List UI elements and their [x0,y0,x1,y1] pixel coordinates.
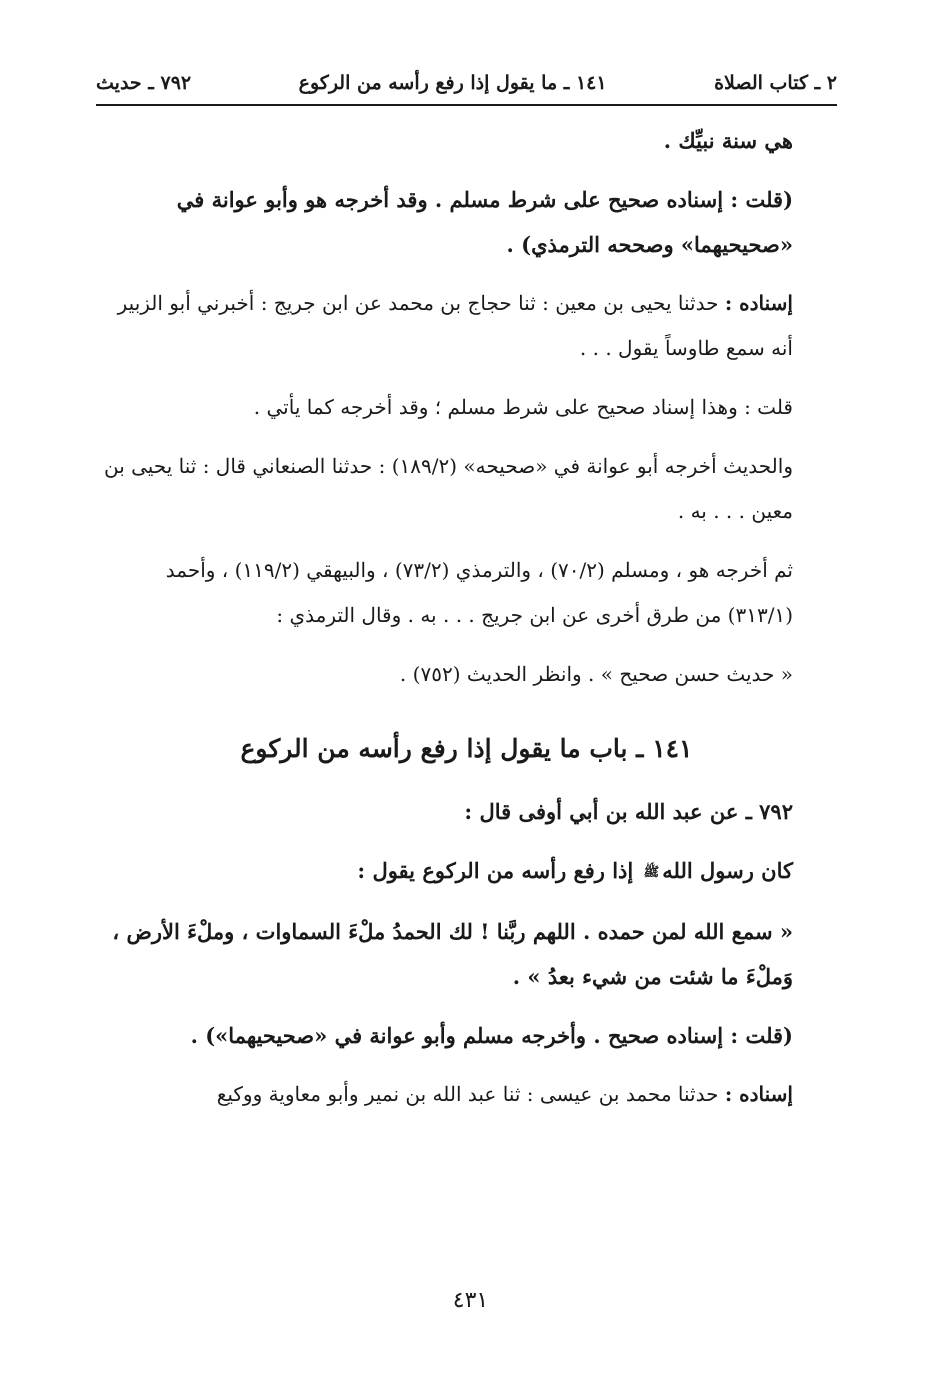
header-divider [96,104,837,106]
paragraph-takhrij-2: ثم أخرجه هو ، ومسلم (٧٠/٢) ، والترمذي (٧٣/٢) ، والبيهقي (١١٩/٢) ، وأحمد (٣١٣/١) من طرق أخرى عن ابن جريج . . . به . وقال الترمذي : [165,558,793,627]
page-body [96,118,837,1117]
paragraph-sunnah: هي سنة نبيِّك . [663,128,793,153]
isnad-label: إسناده : [724,291,793,315]
hadith-context-end: إذا رفع رأسه من الركوع يقول : [357,858,641,883]
hadith-context-start: كان رسول الله [662,858,793,883]
paragraph-grading-1: (قلت : إسناده صحيح على شرط مسلم . وقد أخرجه هو وأبو عوانة في «صحيحيهما» وصححه الترمذي) . [176,187,793,257]
isnad-text: حدثنا يحيى بن معين : ثنا حجاج بن محمد عن ابن جريج : أخبرني أبو الزبير أنه سمع طاوساً يقول . . . [117,291,793,360]
paragraph-isnad-2 [96,1072,837,1117]
hadith-context [96,848,837,895]
paragraph-tirmidhi-quote: « حديث حسن صحيح » . وانظر الحديث (٧٥٢) . [399,662,793,686]
isnad-label-2: إسناده : [724,1082,793,1106]
isnad-text-2: حدثنا محمد بن عيسى : ثنا عبد الله بن نمير وأبو معاوية ووكيع [216,1082,725,1106]
paragraph-note: قلت : وهذا إسناد صحيح على شرط مسلم ؛ وقد أخرجه كما يأتي . [253,395,793,419]
paragraph-isnad-1 [96,281,837,371]
salawat-glyph: ﷺ [643,865,660,880]
paragraph-takhrij-1: والحديث أخرجه أبو عوانة في «صحيحه» (١٨٩/٢) : حدثنا الصنعاني قال : ثنا يحيى بن معين . . . به . [103,454,793,523]
header-book-title: ٢ ـ كتاب الصلاة [714,72,837,94]
chapter-heading: ١٤١ ـ باب ما يقول إذا رفع رأسه من الركوع [240,734,693,763]
hadith-intro: ٧٩٢ ـ عن عبد الله بن أبي أوفى قال : [464,799,793,824]
header-hadith-number: ٧٩٢ ـ حديث [96,72,192,94]
paragraph-grading-2: (قلت : إسناده صحيح . وأخرجه مسلم وأبو عوانة في «صحيحيهما») . [190,1023,793,1048]
header-chapter-title: ١٤١ ـ ما يقول إذا رفع رأسه من الركوع [298,72,607,94]
page-number: ٤٣١ [452,1288,489,1313]
running-header [96,66,837,100]
hadith-matn: « سمع الله لمن حمده . اللهم ربَّنا ! لك الحمدُ ملْءَ السماوات ، وملْءَ الأرض ، وَملْءَ ما شئت من شيء بعدُ » . [112,919,793,989]
